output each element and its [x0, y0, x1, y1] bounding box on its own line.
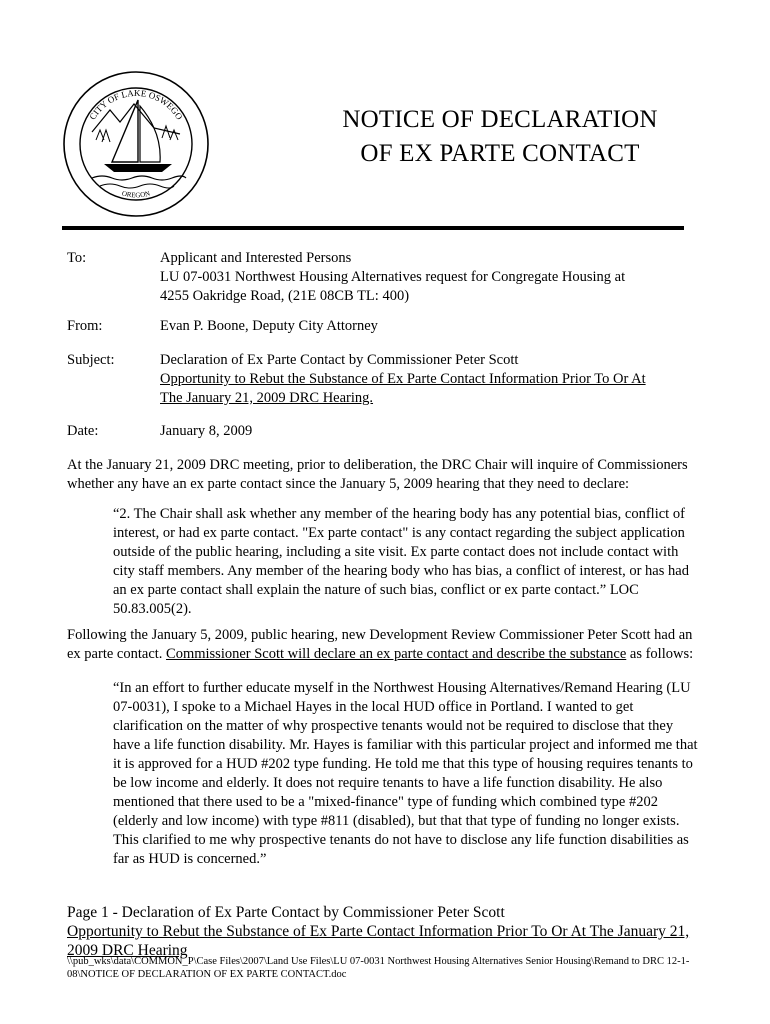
to-value	[160, 249, 720, 306]
declaration-underlined-text: Commissioner Scott will declare an ex parte contact and describe the substance	[166, 646, 627, 662]
to-line-2: LU 07-0031 Northwest Housing Alternatives request for Congregate Housing at	[160, 269, 626, 285]
date-value: January 8, 2009	[160, 423, 253, 439]
to-line-3: 4255 Oakridge Road, (21E 08CB TL: 400)	[160, 288, 410, 304]
quote-line: “2. The Chair shall ask whether any member of the hearing body has any potential bias, conflict of	[113, 506, 685, 522]
title-line-2: OF EX PARTE CONTACT	[360, 140, 640, 167]
seal-top-text: CITY OF LAKE OSWEGO	[87, 87, 185, 122]
file-path-line-1: \\pub_wks\data\COMMON_P\Case Files\2007\Land Use Files\LU 07-0031 Northwest Housing Alternatives Senior Housing\Remand to DRC 12-1-	[67, 956, 690, 967]
quote-line: 50.83.005(2).	[113, 601, 192, 617]
city-seal-logo	[62, 70, 210, 218]
following-paragraph	[67, 626, 707, 664]
from-label: From:	[67, 318, 103, 334]
page-footer	[67, 903, 707, 960]
from-value: Evan P. Boone, Deputy City Attorney	[160, 318, 378, 334]
statement-line: 07-0031), I spoke to a Michael Hayes in the local HUD office in Portland. I wanted to get	[113, 699, 634, 715]
title-line-1: NOTICE OF DECLARATION	[342, 106, 658, 133]
statement-line: have a life function disability. Mr. Hayes is familiar with this particular project and informed me that	[113, 737, 698, 753]
statement-line: mentioned that there used to be a "mixed-finance" type of funding which combined type #202	[113, 794, 658, 810]
seal-bottom-text: OREGON	[121, 189, 151, 200]
to-line-1: Applicant and Interested Persons	[160, 250, 352, 266]
statement-line: far as HUD is concerned.”	[113, 851, 267, 867]
statement-line: be low income and elderly. It does not require tenants to have a life function disability. He also	[113, 775, 663, 791]
footer-title-line-1: Opportunity to Rebut the Substance of Ex Parte Contact Information Prior To Or At The January 21,	[67, 923, 690, 940]
subject-line-2: Opportunity to Rebut the Substance of Ex Parte Contact Information Prior To Or At	[160, 371, 646, 387]
following-line-1: Following the January 5, 2009, public hearing, new Development Review Commissioner Peter Scott had an	[67, 627, 693, 643]
quote-line: interest, or had ex parte contact. "Ex parte contact" is any contact regarding the subject application	[113, 525, 685, 541]
footer-title-line-2: 2009 DRC Hearing	[67, 942, 188, 959]
subject-line-3: The January 21, 2009 DRC Hearing.	[160, 390, 374, 406]
statement-line: This clarified to me why prospective tenants do not have to disclose any life function disabilities as	[113, 832, 689, 848]
quote-line: outside of the public hearing, including a site visit. Ex parte contact does not include contact with	[113, 544, 679, 560]
quote-line: an ex parte contact shall explain the nature of such bias, conflict or ex parte contact.” LOC	[113, 582, 639, 598]
subject-value	[160, 351, 720, 408]
footer-page-line: Page 1 - Declaration of Ex Parte Contact by Commissioner Peter Scott	[67, 904, 505, 921]
file-path	[67, 955, 707, 981]
to-label: To:	[67, 250, 87, 266]
intro-line: whether any have an ex parte contact since the January 5, 2009 hearing that they need to declare:	[67, 476, 630, 492]
statement-line: “In an effort to further educate myself in the Northwest Housing Alternatives/Remand Hearing (LU	[113, 680, 691, 696]
statement-line: (elderly and low income) with type #811 (disabled), but that that type of funding no longer exists.	[113, 813, 680, 829]
document-title	[300, 103, 700, 171]
file-path-line-2: 08\NOTICE OF DECLARATION OF EX PARTE CONTACT.doc	[67, 969, 347, 980]
date-label: Date:	[67, 423, 99, 439]
intro-line: At the January 21, 2009 DRC meeting, prior to deliberation, the DRC Chair will inquire of Commissioners	[67, 457, 688, 473]
commissioner-statement-quote	[113, 679, 707, 869]
subject-label: Subject:	[67, 352, 115, 368]
quote-line: city staff members. Any member of the hearing body who has bias, a conflict of interest, or has had	[113, 563, 689, 579]
following-line-2	[67, 645, 707, 664]
statement-line: it is approved for a HUD #202 type funding. He told me that this type of housing requires tenants to	[113, 756, 693, 772]
following-line-2-start: ex parte contact.	[67, 646, 167, 662]
following-line-2-end: as follows:	[626, 646, 694, 662]
header-divider	[62, 226, 684, 230]
intro-paragraph	[67, 456, 707, 494]
code-quote	[113, 505, 707, 619]
subject-line-1: Declaration of Ex Parte Contact by Commissioner Peter Scott	[160, 352, 519, 368]
svg-text:OREGON	[121, 189, 151, 199]
statement-line: clarification on the matter of why prospective tenants would not be required to disclose that they	[113, 718, 674, 734]
